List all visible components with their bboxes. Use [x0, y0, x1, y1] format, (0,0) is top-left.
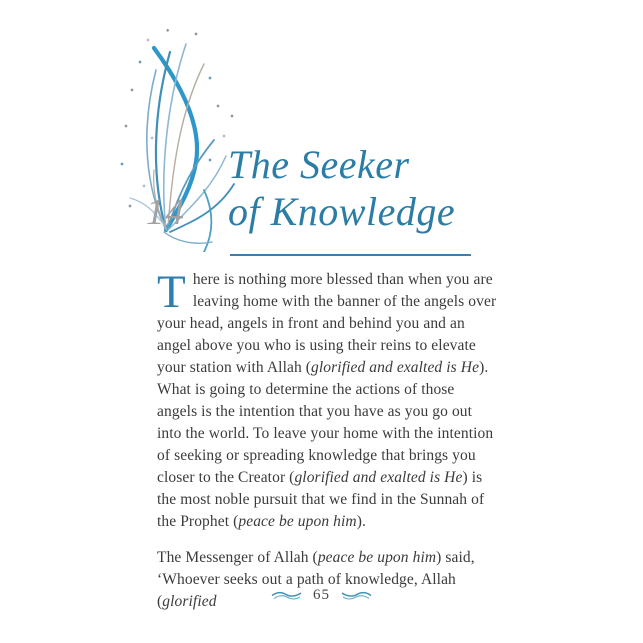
page-number: 65	[313, 587, 330, 603]
p2-seg-3: glorified	[162, 593, 217, 610]
dropcap: T	[157, 266, 186, 318]
p1-seg-4: ) is the most noble pursuit that we find in the Sunnah of the Prophet (	[157, 469, 485, 530]
p1-seg-1: glorified and exalted is He	[311, 359, 480, 376]
p1-seg-2: ). What is going to determine the actions of those angels is the intention that you have as you go out into the world. To leave your home with the intention of seeking or spreading knowledge that brings you closer to the Creator (	[157, 359, 494, 486]
star-dots	[120, 29, 233, 208]
wave-ornament-right-icon	[341, 590, 372, 601]
page-footer	[0, 587, 643, 604]
p2-seg-1: peace be upon him	[317, 549, 437, 566]
wave-ornament-left-icon	[271, 590, 302, 601]
body-text	[157, 266, 497, 613]
chapter-number: 14	[146, 192, 185, 233]
title-divider	[230, 254, 471, 256]
paragraph-1	[157, 266, 497, 533]
p2-seg-0: The Messenger of Allah (	[157, 549, 318, 566]
p1-seg-3: glorified and exalted is He	[294, 469, 463, 486]
chapter-title-line1: The Seeker	[228, 142, 410, 187]
p1-seg-5: peace be upon him	[238, 513, 357, 530]
p2-seg-2: ) said, ‘Whoever seeks out a path of knowledge, Allah (	[157, 549, 475, 610]
p1-seg-6: ).	[356, 513, 366, 530]
chapter-title-line2: of Knowledge	[228, 189, 456, 234]
p1-seg-0: here is nothing more blessed than when you are leaving home with the banner of the angels over your head, angels in front and behind you and an angel above you who is using their reins to elevate your station with Allah (	[157, 271, 497, 376]
chapter-title	[228, 141, 455, 235]
